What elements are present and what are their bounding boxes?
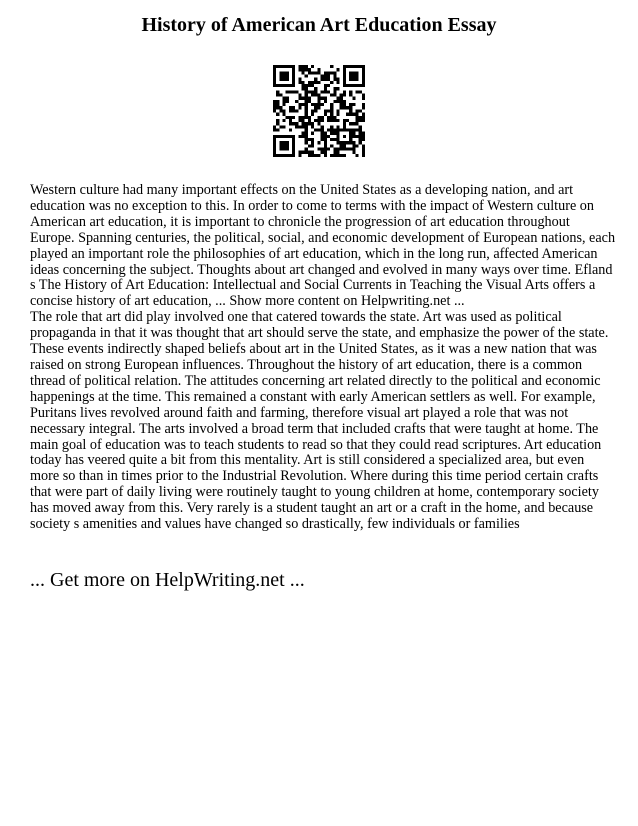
essay-body	[30, 183, 616, 533]
page-title: History of American Art Education Essay	[141, 14, 497, 36]
get-more-link[interactable]: ... Get more on HelpWriting.net ...	[30, 569, 305, 591]
qr-code-icon	[273, 65, 365, 157]
essay-paragraph-2: The role that art did play involved one that catered towards the state. Art was used as political propaganda in that it was thought that art should serve the state, and emphasize the power of the state. These events indirectly shaped beliefs about art in the United States, as it was a new nation that was raised on strong European influences. Throughout the history of art education, there is a common thread of political relation. The attitudes concerning art related directly to the political and economic happenings at the time. This remained a constant with early American settlers as well. For example, Puritans lives revolved around faith and farming, therefore visual art played a role that was not necessary integral. The arts involved a broad term that included crafts that were taught at home. The main goal of education was to teach students to read so that they could read scriptures. Art education today has veered quite a bit from this mentality. Art is still considered a specialized area, but even more so than in times prior to the Industrial Revolution. Where during this time period certain crafts that were part of daily living were routinely taught to young children at home, contemporary society has moved away from this. Very rarely is a student taught an art or a craft in the home, and because society s amenities and values have changed so drastically, few individuals or families	[30, 309, 609, 533]
essay-paragraph-1: Western culture had many important effects on the United States as a developing nation, and art education was no exception to this. In order to come to terms with the impact of Western culture on American art education, it is important to chronicle the progression of art education throughout Europe. Spanning centuries, the political, social, and economic development of European nations, each played an important role the philosophies of art education, which in the long run, affected American ideas concerning the subject. Thoughts about art changed and evolved in many ways over time. Efland s The History of Art Education: Intellectual and Social Currents in Teaching the Visual Arts offers a concise history of art education, ... Show more content on Helpwriting.net ...	[30, 182, 616, 310]
